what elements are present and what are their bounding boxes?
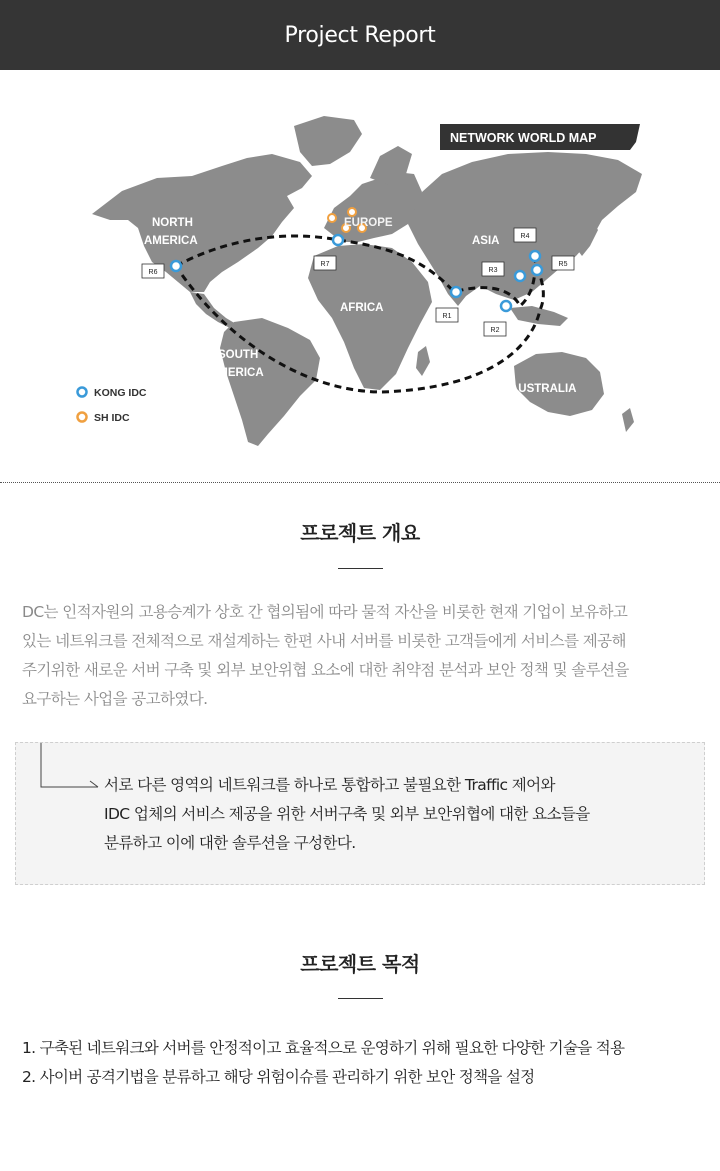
- continent-label-south-america-line1: SOUTH: [218, 349, 259, 361]
- continent-label-south-america-line2: AMERICA: [210, 367, 264, 379]
- overview-paragraph: [22, 598, 702, 714]
- madagascar-landmass: [416, 346, 430, 376]
- callout-text: [104, 771, 694, 858]
- overview-line: 있는 네트워크를 전체적으로 재설계하는 한편 사내 서버를 비롯한 고객들에게 서비스를 제공해: [22, 632, 626, 650]
- overview-title-underline: [338, 568, 383, 569]
- purpose-item: 1. 구축된 네트워크와 서버를 안정적이고 효율적으로 운영하기 위해 필요한 다양한 기술을 적용: [22, 1039, 625, 1057]
- purpose-item: 2. 사이버 공격기법을 분류하고 해당 위험이슈를 관리하기 위한 보안 정책을 설정: [22, 1068, 535, 1086]
- legend-sh-idc-icon: [78, 413, 87, 422]
- north-america-landmass: [92, 154, 312, 292]
- continent-label-north-america-line1: NORTH: [152, 217, 193, 229]
- page-title: Project Report: [284, 22, 436, 48]
- continent-label-asia: ASIA: [472, 235, 500, 247]
- overview-line: 주기위한 새로운 서버 구축 및 외부 보안위협 요소에 대한 취약점 분석과 보안 정책 및 솔루션을: [22, 661, 629, 679]
- callout-line: 분류하고 이에 대한 솔루션을 구성한다.: [104, 834, 356, 852]
- continent-label-africa: AFRICA: [340, 302, 384, 314]
- legend-kong-idc-icon: [78, 388, 87, 397]
- router-label-r2: R2: [490, 327, 500, 334]
- router-label-r1: R1: [442, 313, 452, 320]
- continent-label-north-america-line2: AMERICA: [144, 235, 198, 247]
- router-label-r4: R4: [520, 233, 530, 240]
- purpose-title: 프로젝트 목적: [300, 952, 420, 976]
- overview-title: 프로젝트 개요: [300, 521, 420, 545]
- callout-line: IDC 업체의 서비스 제공을 위한 서버구축 및 외부 보안위협에 대한 요소들을: [104, 805, 590, 823]
- router-label-r3: R3: [488, 267, 498, 274]
- continent-label-europe: EUROPE: [344, 217, 393, 229]
- greenland-landmass: [294, 116, 362, 166]
- summary-callout: [15, 742, 705, 885]
- section-divider: [0, 482, 720, 483]
- network-world-map: [62, 96, 662, 451]
- router-label-r6: R6: [148, 269, 158, 276]
- purpose-list: [22, 1034, 712, 1092]
- new-zealand-landmass: [622, 408, 634, 432]
- router-label-r5: R5: [558, 261, 568, 268]
- map-legend: [78, 387, 147, 424]
- europe-landmass: [324, 172, 422, 242]
- page-header: [0, 0, 720, 70]
- continent-label-australia: AUSTRALIA: [510, 383, 577, 395]
- legend-sh-idc-label: SH IDC: [94, 412, 130, 424]
- south-america-landmass: [220, 318, 320, 446]
- map-title-badge: [440, 124, 640, 150]
- central-america-landmass: [190, 292, 236, 328]
- legend-kong-idc-label: KONG IDC: [94, 387, 147, 399]
- overview-line: DC는 인적자원의 고용승계가 상호 간 협의됨에 따라 물적 자산을 비롯한 현재 기업이 보유하고: [22, 603, 628, 621]
- callout-line: 서로 다른 영역의 네트워크를 하나로 통합하고 불필요한 Traffic 제어와: [104, 776, 555, 794]
- overview-line: 요구하는 사업을 공고하였다.: [22, 690, 208, 708]
- map-title-text: NETWORK WORLD MAP: [450, 131, 597, 145]
- purpose-title-underline: [338, 998, 383, 999]
- router-label-r7: R7: [320, 261, 330, 268]
- corner-arrow-icon: [40, 743, 102, 793]
